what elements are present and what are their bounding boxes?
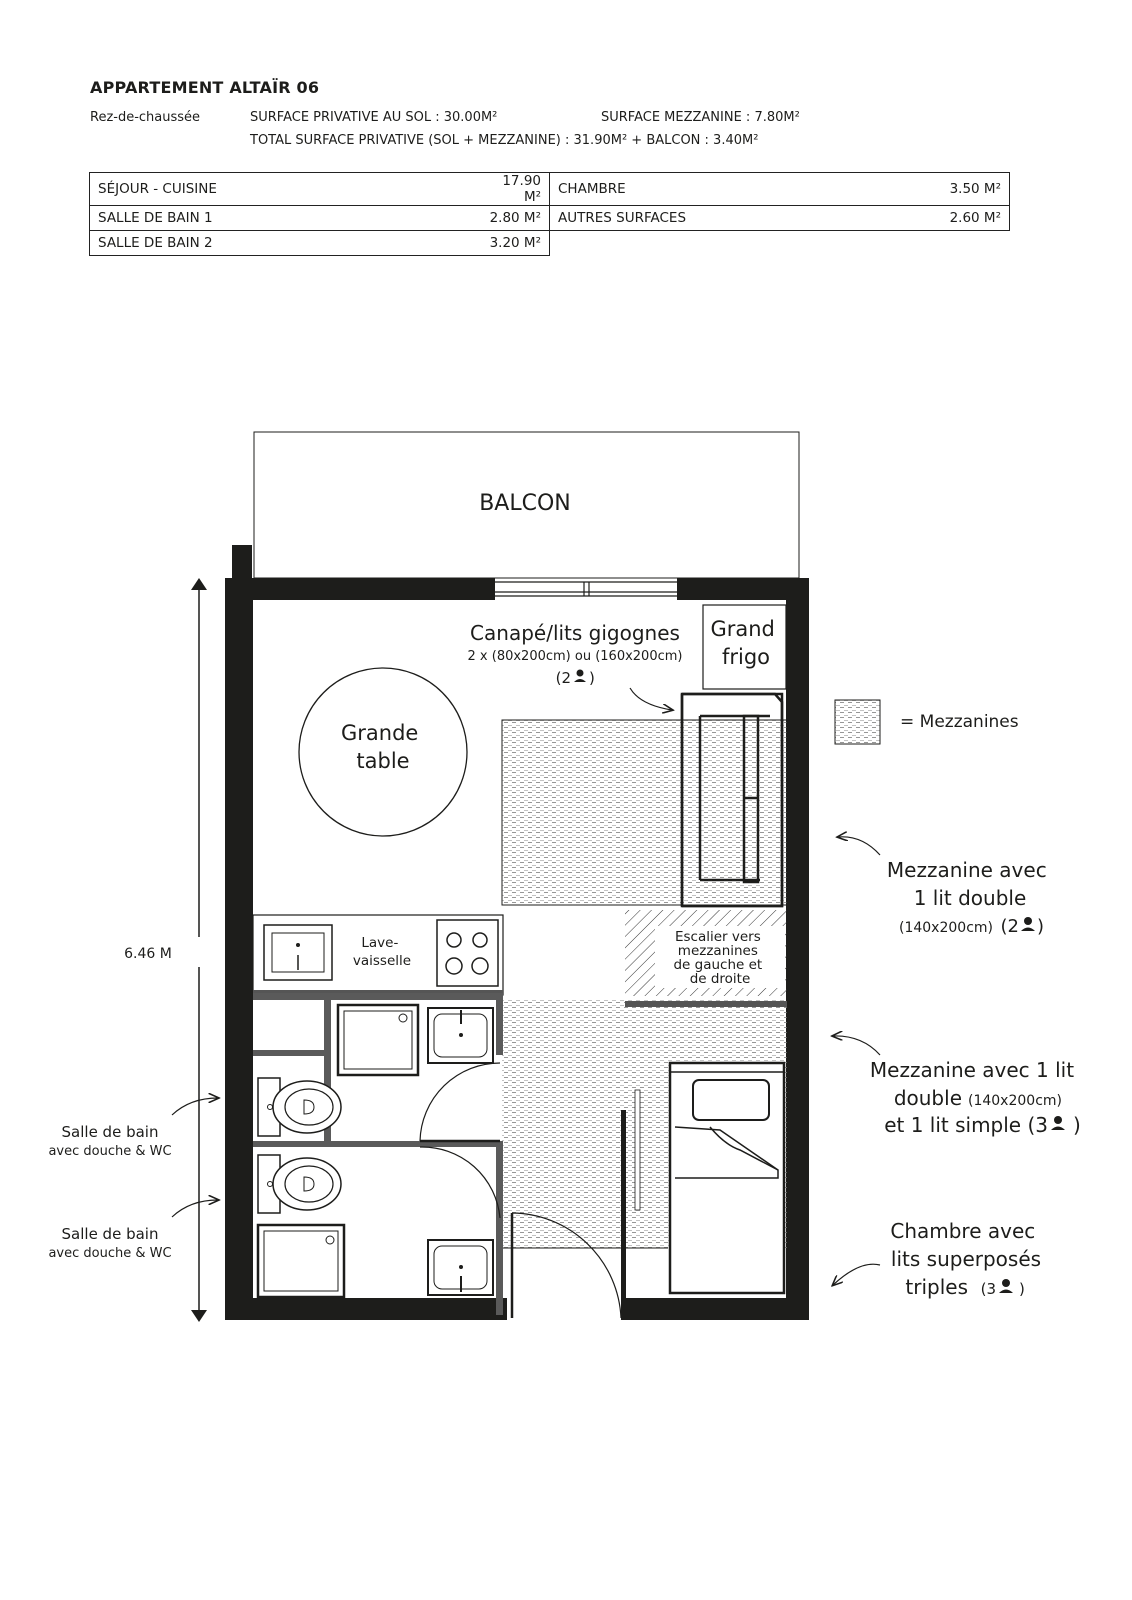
chambre-line3: triples	[905, 1275, 968, 1299]
window	[495, 582, 677, 596]
mezz2-dims: (140x200cm)	[968, 1093, 1062, 1109]
close-paren: )	[1019, 1280, 1025, 1298]
shower-2	[258, 1225, 344, 1297]
mezz1-persons: (2	[1000, 916, 1019, 937]
door-2	[420, 1147, 500, 1218]
legend-label: = Mezzanines	[900, 712, 1019, 732]
close-paren: )	[1073, 1113, 1081, 1137]
mezz2-line3: et 1 lit simple (3	[884, 1113, 1048, 1137]
washbasin-1	[428, 1008, 493, 1063]
floor-level: Rez-de-chaussée	[90, 110, 201, 125]
dimension-label: 6.46 M	[124, 946, 172, 962]
close-paren: )	[589, 669, 595, 687]
mezz2-line1: Mezzanine avec 1 lit	[869, 1058, 1075, 1082]
surface-mezzanine: SURFACE MEZZANINE : 7.80M²	[601, 110, 800, 125]
dishwasher-label: Lave- vaisselle	[352, 935, 412, 969]
table-label: Grande table	[340, 721, 419, 773]
mezz1-dims: (140x200cm)	[899, 920, 993, 936]
sofa-arrow	[630, 688, 672, 710]
area-name: AUTRES SURFACES	[550, 206, 940, 231]
mezz2-line2: double	[893, 1086, 962, 1110]
person-icon	[999, 1279, 1013, 1293]
bunk-bed	[670, 1063, 784, 1293]
sdb1-arrow	[172, 1098, 218, 1115]
cooktop	[437, 920, 498, 986]
toilet-2	[258, 1155, 341, 1213]
bedroom-wall	[621, 1110, 626, 1320]
sdb1-title: Salle de bain	[61, 1123, 159, 1141]
area-name: SÉJOUR - CUISINE	[90, 173, 480, 206]
person-icon	[1021, 917, 1035, 931]
shower-1	[338, 1005, 418, 1075]
sdb2-arrow	[172, 1200, 218, 1217]
area-value: 2.60 M²	[940, 206, 1010, 231]
stairs-label: Escalier vers mezzanines de gauche et de droite	[673, 929, 763, 987]
fridge-label: Grand frigo	[710, 617, 775, 669]
washbasin-2	[428, 1240, 493, 1295]
door-1	[420, 1063, 500, 1141]
surface-total: TOTAL SURFACE PRIVATIVE (SOL + MEZZANINE) : 31.90M² + BALCON : 3.40M²	[250, 133, 759, 148]
area-value: 3.20 M²	[480, 231, 550, 256]
mezz1-label: Mezzanine avec 1 lit double	[886, 858, 1047, 910]
person-icon	[1051, 1116, 1065, 1130]
toilet-1	[258, 1078, 341, 1136]
area-value: 17.90 M²	[480, 173, 550, 206]
person-icon	[574, 670, 586, 683]
sdb2-title: Salle de bain	[61, 1225, 159, 1243]
sofa-dims: 2 x (80x200cm) ou (160x200cm)	[467, 649, 683, 664]
chambre-label: Chambre avec lits superposés	[890, 1219, 1042, 1271]
area-value: 2.80 M²	[480, 206, 550, 231]
area-name: SALLE DE BAIN 2	[90, 231, 480, 256]
area-name: SALLE DE BAIN 1	[90, 206, 480, 231]
sofa-persons: (2	[555, 669, 571, 687]
chambre-persons: (3	[980, 1280, 996, 1298]
close-paren: )	[1037, 916, 1045, 937]
sdb1-sub: avec douche & WC	[48, 1144, 172, 1159]
balcony-label: BALCON	[479, 491, 571, 516]
apartment-title: APPARTEMENT ALTAÏR 06	[90, 78, 320, 97]
sofa-label: Canapé/lits gigognes	[470, 621, 680, 645]
legend-swatch	[835, 700, 880, 744]
mezz1-arrow	[838, 837, 880, 855]
surface-sol: SURFACE PRIVATIVE AU SOL : 30.00M²	[250, 110, 498, 125]
area-name: CHAMBRE	[550, 173, 940, 206]
chambre-arrow	[833, 1264, 880, 1285]
mezz2-arrow	[833, 1036, 880, 1055]
area-value: 3.50 M²	[940, 173, 1010, 206]
sdb2-sub: avec douche & WC	[48, 1246, 172, 1261]
